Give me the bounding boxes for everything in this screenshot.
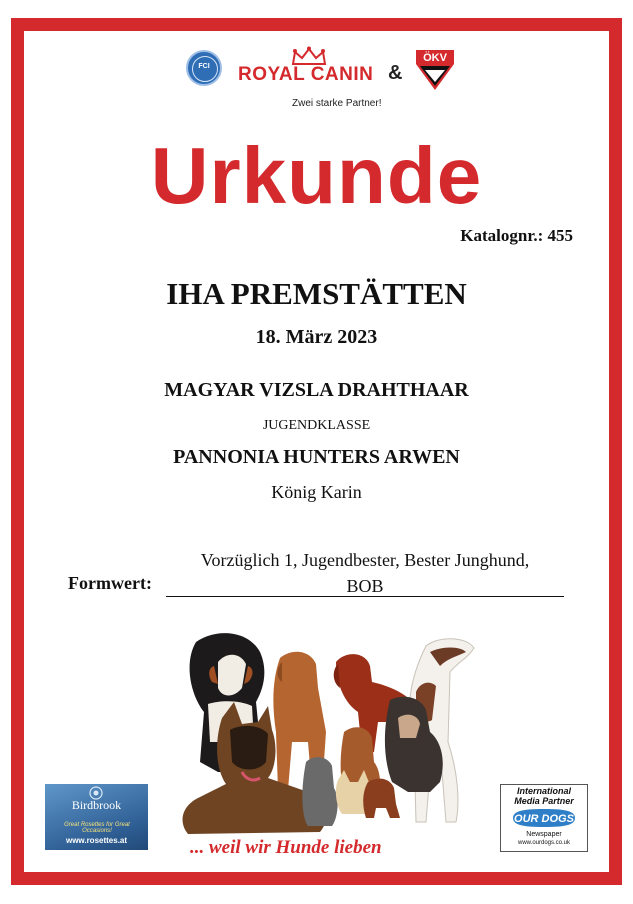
event-name: IHA PREMSTÄTTEN [166,276,467,311]
okv-logo [413,48,457,92]
birdbrook-logo: Birdbrook Great Rosettes for Great Occasions! www.rosettes.at [45,784,148,850]
formwert-label: Formwert: [68,573,152,593]
slogan: ... weil wir Hunde lieben [190,837,382,858]
formwert-value [166,547,564,599]
breed-name: MAGYAR VIZSLA DRAHTHAAR [164,379,469,401]
event-date: 18. März 2023 [255,326,378,348]
ourdogs-wordmark [511,807,577,829]
certificate-title: Urkunde [150,131,483,220]
dog-name: PANNONIA HUNTERS ARWEN [173,446,460,468]
ampersand: & [388,62,403,84]
owner-name: König Karin [271,482,362,502]
royal-canin-logo: ROYAL CANIN [238,64,374,85]
dogs-group-image [168,622,486,844]
formwert-value-line1: Vorzüglich 1, Jugendbester, Bester Junghund, [200,550,530,570]
formwert-value-line2: BOB [346,576,384,596]
show-class: JUGENDKLASSE [262,418,371,433]
ourdogs-logo: International Media Partner OUR DOGS Newspaper www.ourdogs.co.uk [500,784,588,852]
okv-logo-text: ÖKV [423,52,447,64]
fci-logo: FCI [186,50,222,86]
svg-text:OUR DOGS: OUR DOGS [514,813,574,825]
tagline: Zwei starke Partner! [292,98,382,109]
crown-icon [289,46,329,66]
formwert-underline [166,596,564,597]
catalog-number: Katalognr.: 455 [460,226,573,245]
